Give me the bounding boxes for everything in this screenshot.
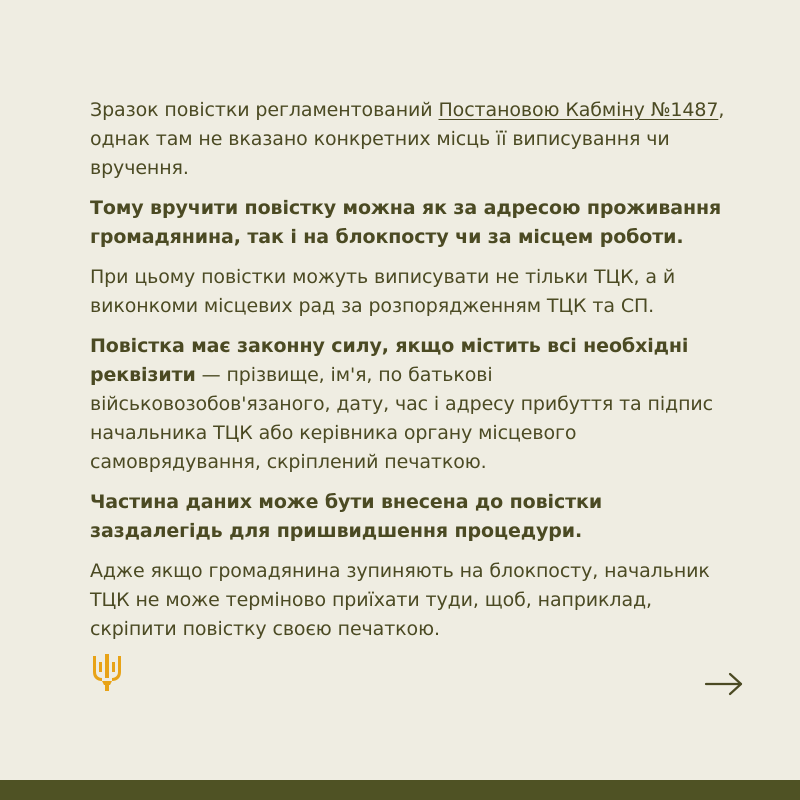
paragraph-4-bold: Повістка має законну силу, якщо містить всі необхідні реквізити — [90, 335, 689, 386]
paragraph-6: Адже якщо громадянина зупиняють на блокпосту, начальник ТЦК не може терміново приїхати туди, щоб, наприклад, скріпити повістку своєю печаткою. — [90, 560, 710, 640]
paragraph-2: Тому вручити повістку можна як за адресою проживання громадянина, так і на блокпосту чи за місцем роботи. — [90, 197, 722, 248]
trident-icon — [92, 654, 122, 692]
paragraph-4-text: — прізвище, ім'я, по батькові військовозобов'язаного, дату, час і адресу прибуття та підпис начальника ТЦК або керівника органу місцевого самоврядування, скріплений печаткою. — [90, 364, 713, 473]
resolution-link[interactable]: Постановою Кабміну №1487 — [438, 99, 719, 121]
paragraph-1 — [90, 96, 730, 183]
paragraph-1-text-start: Зразок повістки регламентований — [90, 99, 439, 121]
paragraph-4 — [90, 332, 730, 477]
bottom-bar — [0, 780, 800, 800]
paragraph-5: Частина даних може бути внесена до повістки заздалегідь для пришвидшення процедури. — [90, 491, 603, 542]
arrow-right-icon[interactable] — [704, 672, 744, 696]
paragraph-3: При цьому повістки можуть виписувати не тільки ТЦК, а й виконкоми місцевих рад за розпорядженням ТЦК та СП. — [90, 266, 676, 317]
article-body — [90, 96, 730, 655]
paragraph-1-text-end: , однак там не вказано конкретних місць її виписування чи вручення. — [90, 99, 725, 179]
